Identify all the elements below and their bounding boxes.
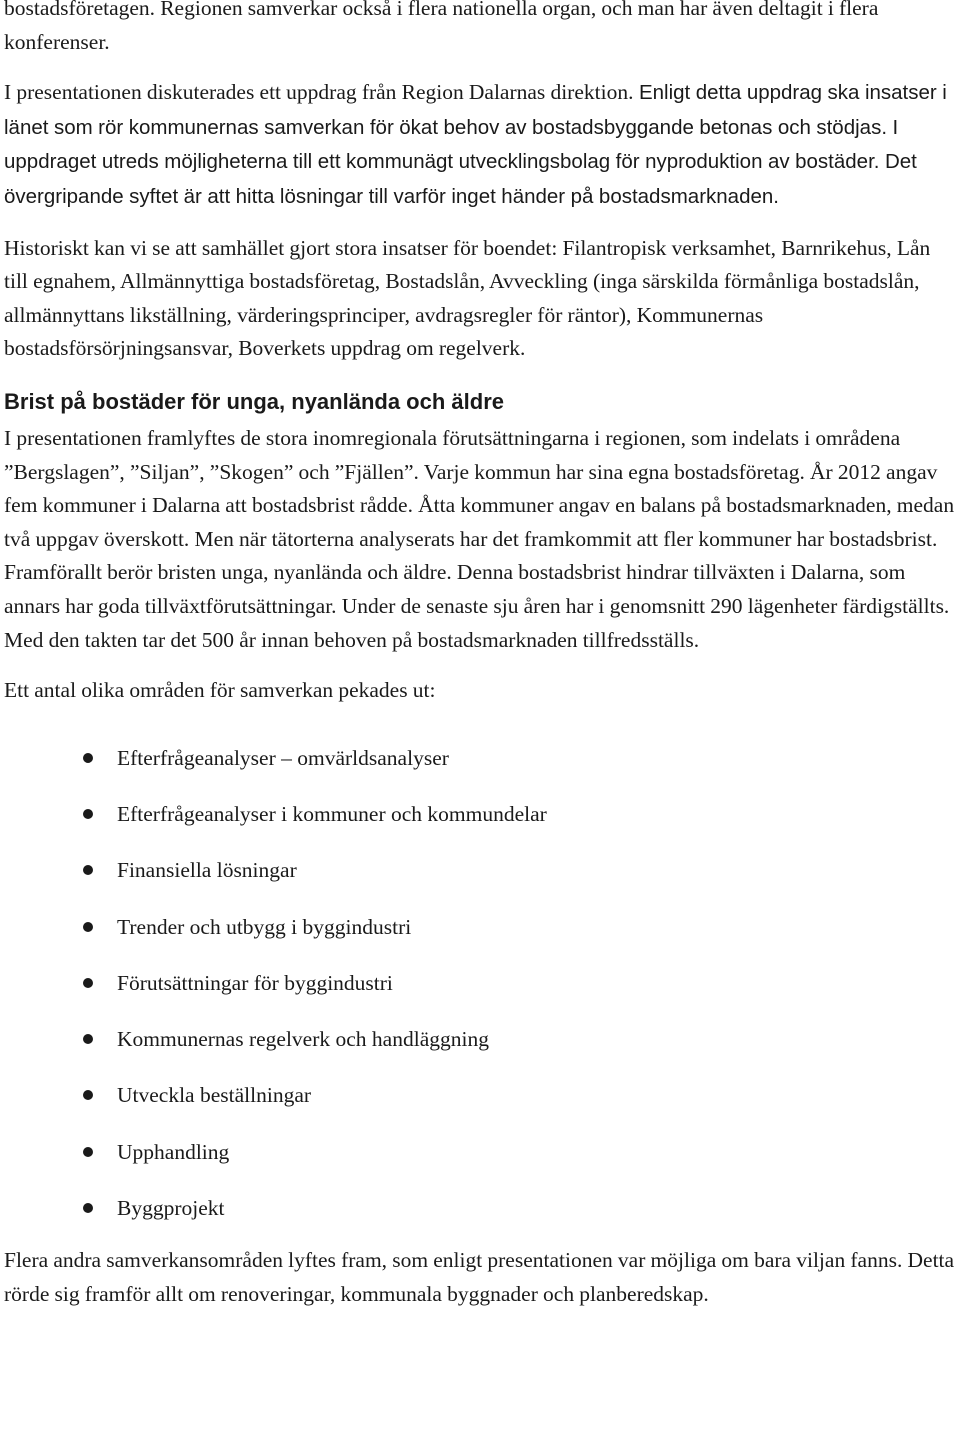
list-item-label: Byggprojekt [117,1196,225,1221]
list-item [4,786,956,842]
list-item-label: Efterfrågeanalyser i kommuner och kommundelar [117,801,547,826]
paragraph-housing-shortage: I presentationen framlyftes de stora inomregionala förutsättningarna i regionen, som indelats i områdena ”Bergslagen”, ”Siljan”, ”Skogen” och ”Fjällen”. Varje kommun har sina egna bostadsföretag. År 2012 angav fem kommuner i Dalarna att bostadsbrist rådde. Åtta kommuner angav en balans på bostadsmarknaden, medan två uppgav överskott. Men när tätorterna analyserats har det framkommit att fler kommuner har bostadsbrist. Framförallt berör bristen unga, nyanlända och äldre. Denna bostadsbrist hindrar tillväxten i Dalarna, som annars har goda tillväxtförutsättningar. Under de senaste sju åren har i genomsnitt 290 lägenheter färdigställts. Med den takten tar det 500 år innan behoven på bostadsmarknaden tillfredsställs. [4,425,955,652]
cooperation-areas-list [4,730,956,1237]
list-item-label: Upphandling [117,1139,230,1164]
bullet-icon [83,922,93,932]
list-item [4,1180,956,1236]
bullet-icon [83,865,93,875]
list-item [4,842,956,898]
section-heading: Brist på bostäder för unga, nyanlända och äldre [4,388,504,414]
list-item-label: Trender och utbygg i byggindustri [117,914,412,939]
paragraph-cooperation-intro: Ett antal olika områden för samverkan pekades ut: [4,678,436,703]
bullet-icon [83,1147,93,1157]
bullet-icon [83,1203,93,1213]
document-page [4,0,956,1312]
list-item-label: Finansiella lösningar [117,858,297,883]
assignment-details-text: Enligt detta uppdrag ska insatser i länet som rör kommunernas samverkan för ökat behov av bostadsbyggande betonas och stödjas. I uppdraget utreds möjligheterna till ett kommunägt utvecklingsbolag för nyproduktion av bostäder. Det övergripande syftet är att hitta lösningar till varför inget händer på bostadsmarknaden. [4,81,947,208]
paragraph-history: Historiskt kan vi se att samhället gjort stora insatser för boendet: Filantropisk verksamhet, Barnrikehus, Lån till egnahem, Allmännyttiga bostadsföretag, Bostadslån, Avveckling (inga särskilda förmånliga bostadslån, allmännyttans likställning, värderingsprinciper, avdragsregler för räntor), Kommunernas bostadsförsörjningsansvar, Boverkets uppdrag om regelverk. [4,235,931,361]
bullet-icon [83,1034,93,1044]
bullet-icon [83,753,93,763]
list-item-label: Förutsättningar för byggindustri [117,970,393,995]
list-item [4,899,956,955]
list-item [4,1011,956,1067]
list-item [4,1124,956,1180]
bullet-icon [83,978,93,988]
bullet-icon [83,809,93,819]
bullet-icon [83,1090,93,1100]
list-item [4,730,956,786]
list-item [4,1067,956,1123]
list-item [4,955,956,1011]
paragraph-other-areas: Flera andra samverkansområden lyftes fram, som enligt presentationen var möjliga om bara viljan fanns. Detta rörde sig framför allt om renoveringar, kommunala byggnader och planberedskap. [4,1248,955,1306]
list-item-label: Kommunernas regelverk och handläggning [117,1027,489,1052]
assignment-intro-text: I presentationen diskuterades ett uppdrag från Region Dalarnas direktion. [4,80,634,105]
list-item-label: Utveckla beställningar [117,1083,312,1108]
paragraph-assignment [4,76,956,214]
paragraph-regional-cooperation: bostadsföretagen. Regionen samverkar också i flera nationella organ, och man har även deltagit i flera konferenser. [4,0,879,54]
list-item-label: Efterfrågeanalyser – omvärldsanalyser [117,745,449,770]
